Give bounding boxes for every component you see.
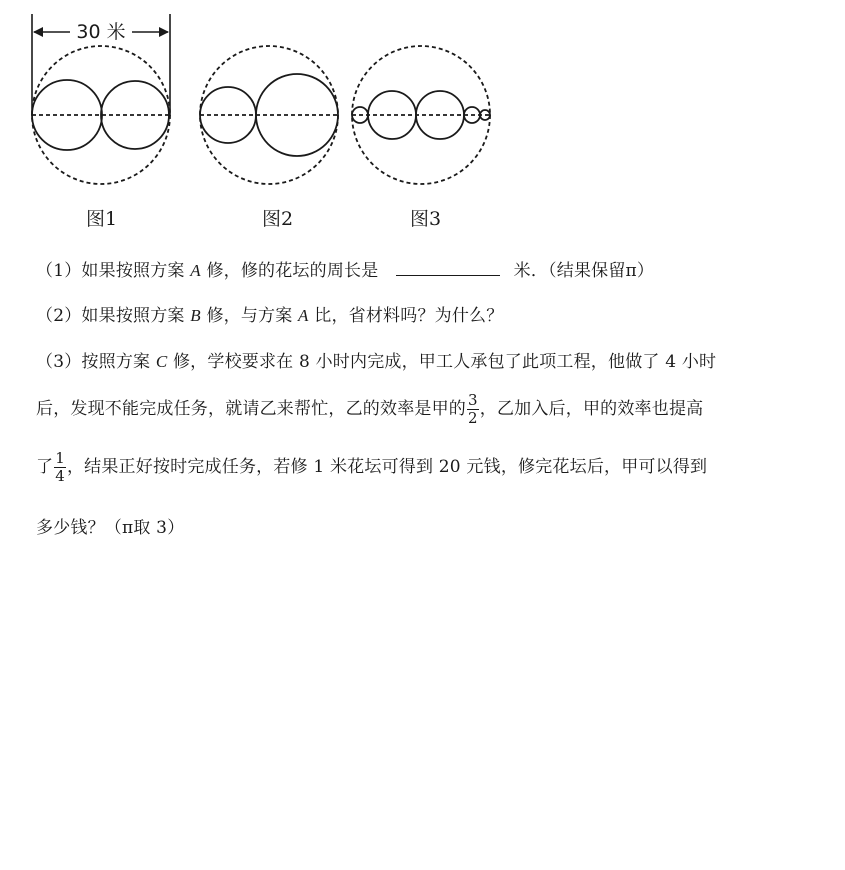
inner-circle-large (256, 74, 338, 156)
q3-line1-suffix: 修，学校要求在 8 小时内完成，甲工人承包了此项工程，他做了 4 小时 (172, 352, 717, 372)
question-2 (36, 301, 503, 326)
q1-prefix: （1）如果按照方案 (36, 261, 185, 281)
fraction-one-quarter (54, 450, 66, 485)
q1-suffix: 修，修的花坛的周长是 (206, 261, 379, 281)
q2-middle: 修，与方案 (206, 306, 293, 326)
fraction-denominator: 2 (468, 409, 478, 427)
fraction-numerator: 3 (468, 391, 478, 409)
figure-2-label: 图2 (262, 208, 294, 230)
figure-1-label: 图1 (86, 208, 118, 230)
fraction-denominator: 4 (55, 467, 65, 485)
outer-circle-dashed (352, 46, 490, 184)
arrowhead-right-icon (159, 27, 169, 37)
q2-suffix: 比，省材料吗？为什么？ (314, 306, 504, 326)
question-3-line-3 (36, 450, 707, 485)
question-1 (36, 256, 654, 281)
q2-var-b: B (190, 306, 201, 325)
fraction-numerator: 1 (55, 449, 65, 467)
q3-line1-prefix: （3）按照方案 (36, 352, 151, 372)
dimension-label: 30 米 (76, 21, 126, 43)
q3-line2-text: 后，发现不能完成任务，就请乙来帮忙，乙的效率是甲的 (36, 399, 466, 419)
question-3-line-1 (36, 347, 716, 372)
figure-3-label: 图3 (410, 208, 442, 230)
question-3-line-4 (36, 513, 184, 538)
q3-line4-text: 多少钱？（π取 3） (36, 518, 185, 538)
q2-var-a: A (298, 306, 309, 325)
figure-3-diagram (352, 46, 490, 184)
q2-prefix: （2）如果按照方案 (36, 306, 185, 326)
outer-circle-dashed (200, 46, 338, 184)
q3-line1-var: C (155, 352, 168, 371)
q3-line2-suffix: ，乙加入后，甲的效率也提高 (479, 399, 704, 419)
answer-blank[interactable] (396, 261, 500, 276)
q3-line3-prefix: 了 (36, 457, 54, 477)
q1-var: A (190, 261, 201, 280)
q3-line3-suffix: ，结果正好按时完成任务，若修 1 米花坛可得到 20 元钱，修完花坛后，甲可以得到 (66, 457, 708, 477)
question-3-line-2 (36, 392, 703, 427)
fraction-three-halves (467, 392, 479, 427)
figure-2-diagram (200, 46, 338, 184)
arrowhead-left-icon (33, 27, 43, 37)
q1-after-blank: 米．（结果保留π） (513, 261, 655, 281)
figures-area (0, 0, 845, 240)
